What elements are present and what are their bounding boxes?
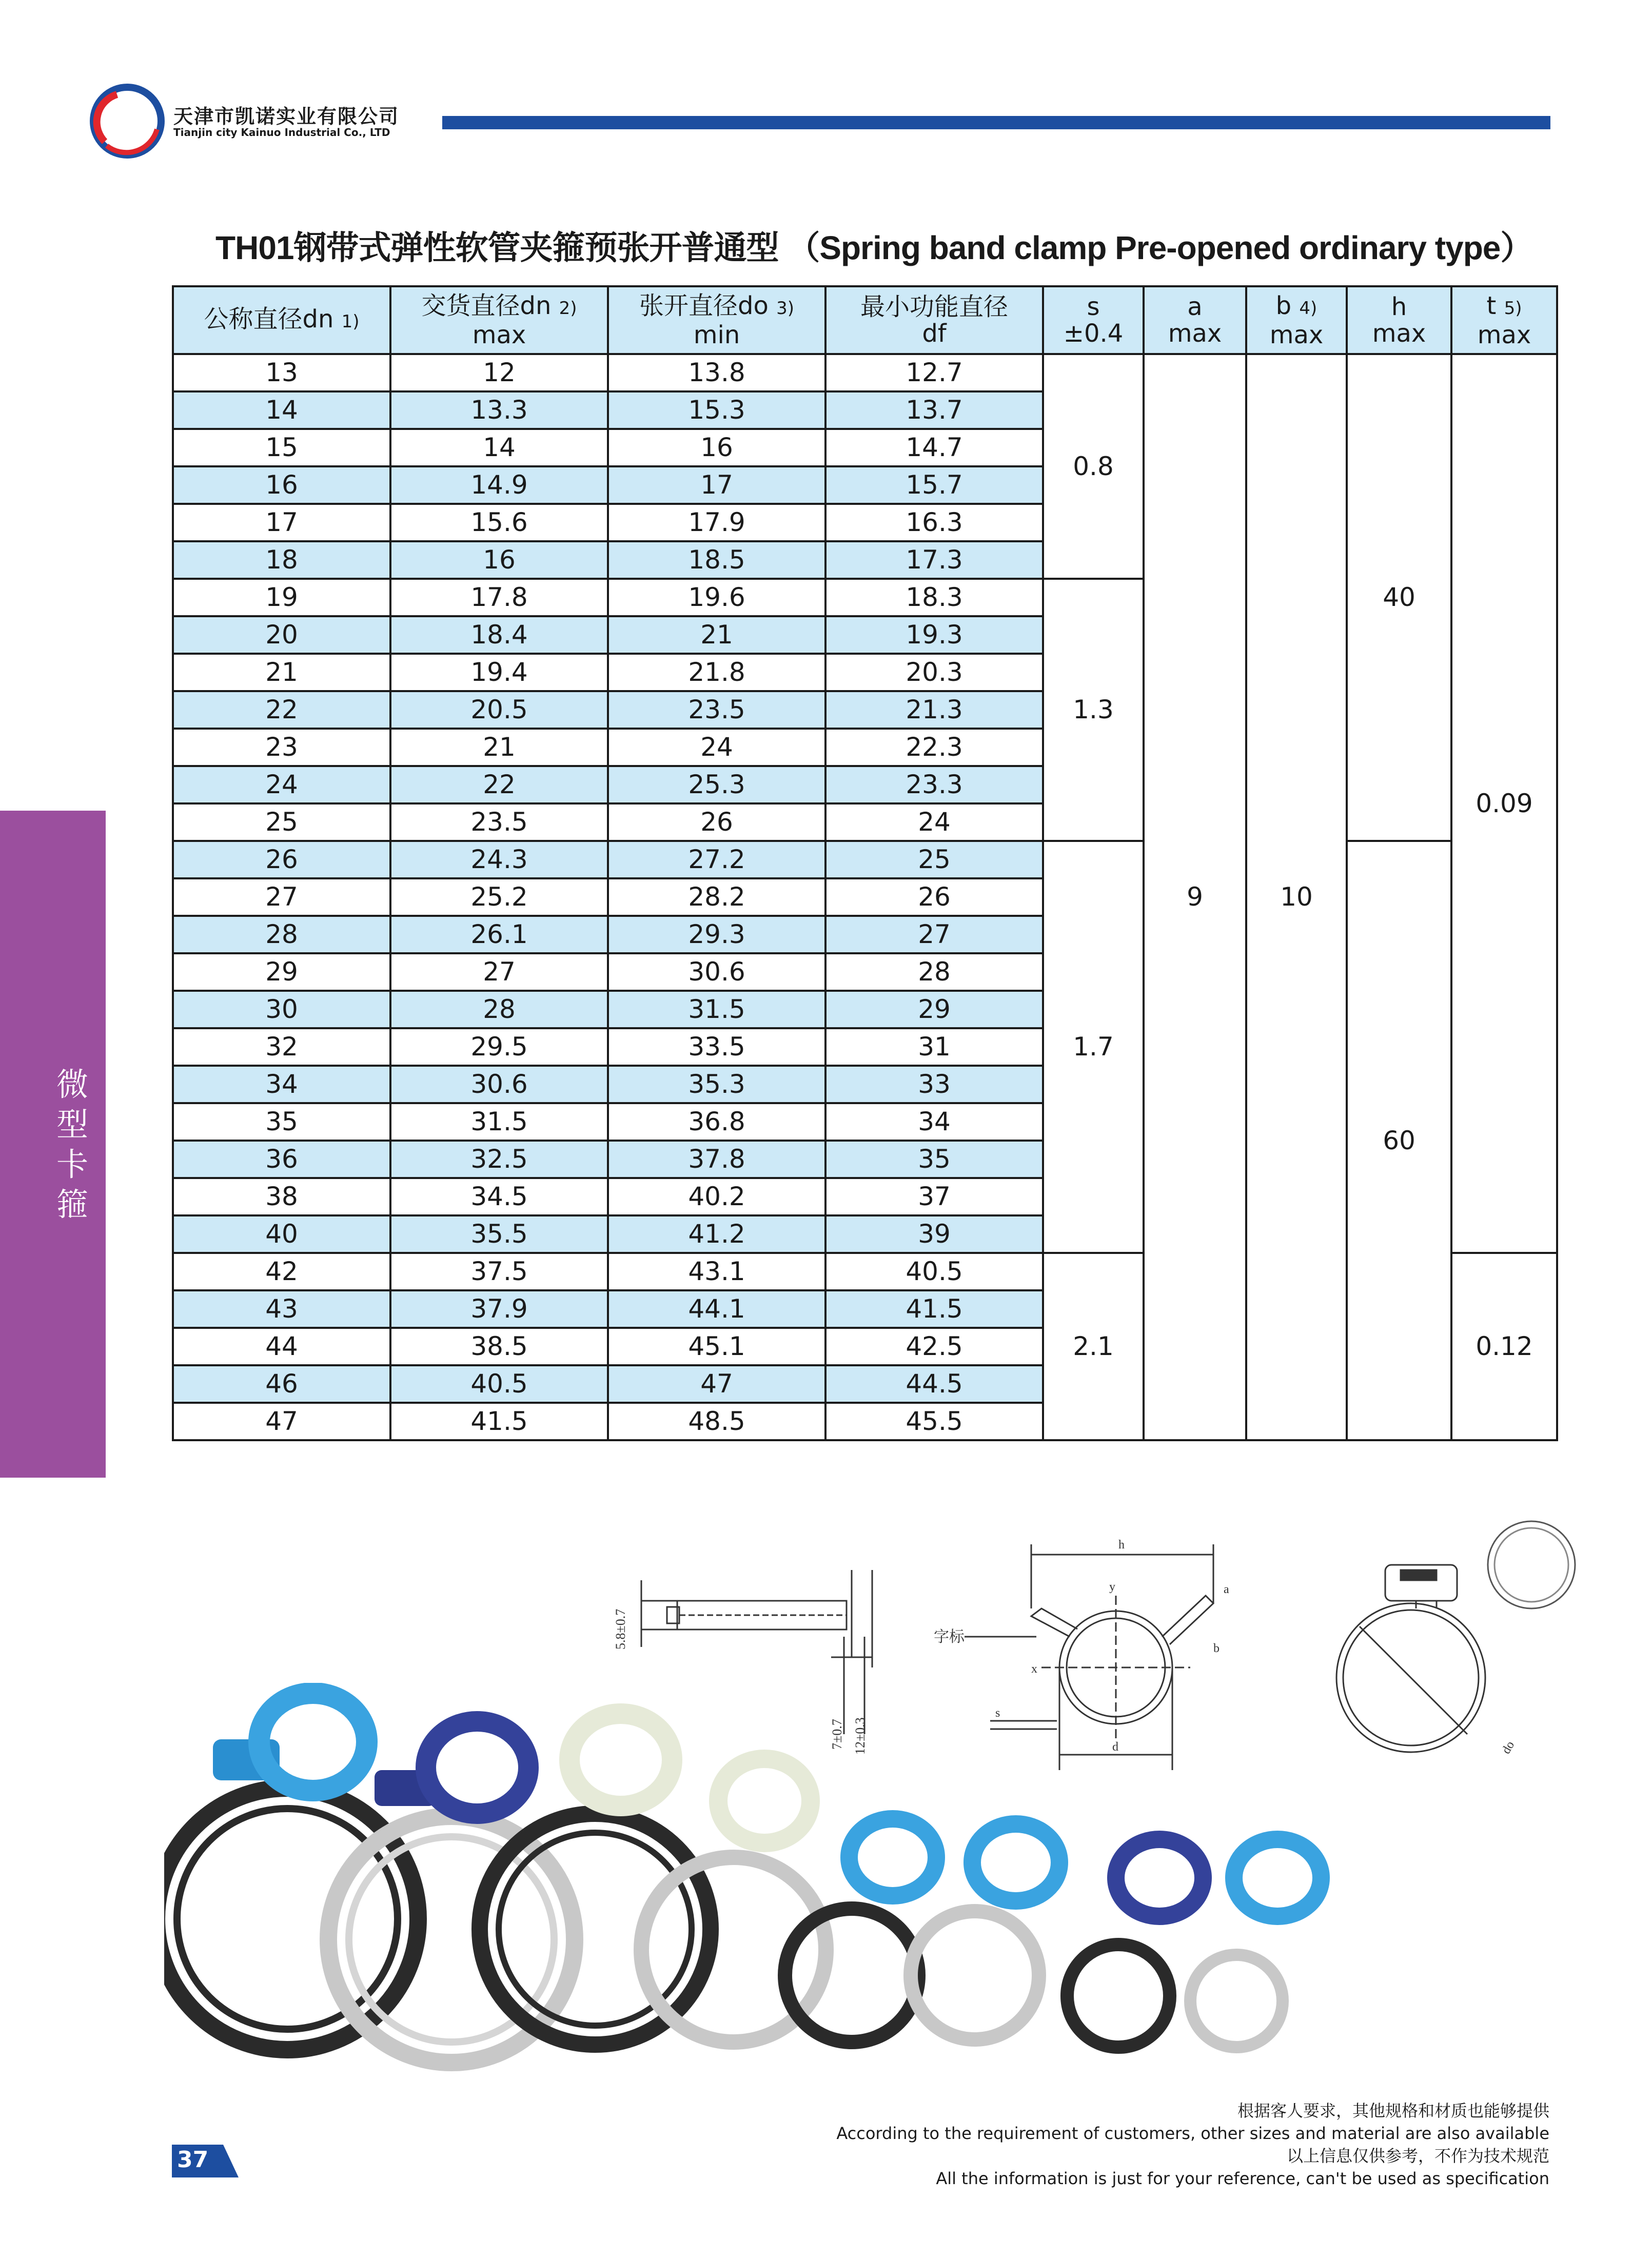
cell-open-dia: 28.2 [608, 878, 825, 916]
cell-min-dia: 35 [825, 1141, 1043, 1178]
cell-min-dia: 24 [825, 803, 1043, 841]
company-logo [86, 80, 168, 162]
dim-label-s: s [995, 1706, 1000, 1720]
cell-open-dia: 27.2 [608, 841, 825, 878]
cell-open-dia: 26 [608, 803, 825, 841]
header-divider-bar [442, 116, 1550, 129]
cell-dn: 38 [173, 1178, 390, 1215]
page-number: 37 [177, 2147, 209, 2173]
cell-min-dia: 23.3 [825, 766, 1043, 803]
cell-t-group-1: 0.09 [1451, 354, 1557, 1253]
cell-delivery-dia: 29.5 [390, 1028, 608, 1066]
cell-open-dia: 44.1 [608, 1290, 825, 1328]
cell-delivery-dia: 14 [390, 429, 608, 466]
cell-dn: 20 [173, 616, 390, 654]
dim-label-y: y [1109, 1580, 1115, 1594]
cell-dn: 21 [173, 654, 390, 691]
cell-dn: 26 [173, 841, 390, 878]
cell-min-dia: 22.3 [825, 729, 1043, 766]
cell-open-dia: 17.9 [608, 504, 825, 541]
cell-dn: 47 [173, 1403, 390, 1440]
cell-open-dia: 31.5 [608, 991, 825, 1028]
cell-delivery-dia: 26.1 [390, 916, 608, 953]
cell-min-dia: 40.5 [825, 1253, 1043, 1290]
cell-h-group-1: 40 [1347, 354, 1451, 841]
dim-label-do: do [1499, 1739, 1518, 1756]
cell-delivery-dia: 16 [390, 541, 608, 579]
col-header-t: t 5) max [1451, 286, 1557, 354]
cell-open-dia: 41.2 [608, 1215, 825, 1253]
page-title: TH01钢带式弹性软管夹箍预张开普通型 （Spring band clamp Pre-opened ordinary type） [215, 229, 1533, 266]
cell-h-group-2: 60 [1347, 841, 1451, 1440]
cell-delivery-dia: 38.5 [390, 1328, 608, 1365]
cell-dn: 22 [173, 691, 390, 729]
dim-label-b: b [1213, 1642, 1220, 1655]
footer-line-4: All the information is just for your reference, can't be used as specification [936, 2169, 1549, 2188]
cell-min-dia: 20.3 [825, 654, 1043, 691]
cell-open-dia: 24 [608, 729, 825, 766]
cell-delivery-dia: 18.4 [390, 616, 608, 654]
cell-open-dia: 17 [608, 466, 825, 504]
cell-delivery-dia: 37.5 [390, 1253, 608, 1290]
cell-delivery-dia: 24.3 [390, 841, 608, 878]
footer-line-3: 以上信息仅供参考，不作为技术规范 [1286, 2146, 1549, 2166]
cell-open-dia: 21.8 [608, 654, 825, 691]
dim-label-12: 12±0.3 [853, 1717, 868, 1755]
cell-dn: 13 [173, 354, 390, 391]
cell-delivery-dia: 40.5 [390, 1365, 608, 1403]
table-header-row [173, 286, 1557, 354]
clamp-mid-white [641, 1759, 826, 2042]
cell-dn: 18 [173, 541, 390, 579]
cell-t-group-2: 0.12 [1451, 1253, 1557, 1440]
cell-dn: 30 [173, 991, 390, 1028]
cell-min-dia: 25 [825, 841, 1043, 878]
cell-dn: 24 [173, 766, 390, 803]
cell-dn: 23 [173, 729, 390, 766]
col-header-delivery-dia: 交货直径dn 2) max [390, 286, 608, 354]
cell-open-dia: 35.3 [608, 1066, 825, 1103]
cell-min-dia: 12.7 [825, 354, 1043, 391]
company-name-en: Tianjin city Kainuo Industrial Co., LTD [173, 126, 390, 139]
dim-label-d: d [1112, 1740, 1118, 1754]
cell-open-dia: 18.5 [608, 541, 825, 579]
cell-min-dia: 41.5 [825, 1290, 1043, 1328]
col-header-min-dia: 最小功能直径 df [825, 286, 1043, 354]
cell-delivery-dia: 32.5 [390, 1141, 608, 1178]
dim-label-h: h [1118, 1538, 1125, 1552]
cell-open-dia: 36.8 [608, 1103, 825, 1141]
cell-min-dia: 37 [825, 1178, 1043, 1215]
cell-min-dia: 18.3 [825, 579, 1043, 616]
cell-min-dia: 39 [825, 1215, 1043, 1253]
col-header-h: h max [1347, 286, 1451, 354]
clamp-small-black-2 [1067, 1839, 1203, 2047]
table-row [173, 841, 1557, 878]
cell-min-dia: 29 [825, 991, 1043, 1028]
cell-delivery-dia: 12 [390, 354, 608, 391]
cell-delivery-dia: 15.6 [390, 504, 608, 541]
cell-open-dia: 30.6 [608, 953, 825, 991]
cell-dn: 19 [173, 579, 390, 616]
cell-min-dia: 15.7 [825, 466, 1043, 504]
cell-min-dia: 28 [825, 953, 1043, 991]
cell-min-dia: 33 [825, 1066, 1043, 1103]
cell-b: 10 [1246, 354, 1347, 1440]
cell-min-dia: 19.3 [825, 616, 1043, 654]
cell-dn: 17 [173, 504, 390, 541]
cell-min-dia: 16.3 [825, 504, 1043, 541]
cell-delivery-dia: 31.5 [390, 1103, 608, 1141]
cell-open-dia: 45.1 [608, 1328, 825, 1365]
cell-s-group-2: 1.3 [1043, 579, 1144, 841]
cell-dn: 44 [173, 1328, 390, 1365]
cell-delivery-dia: 14.9 [390, 466, 608, 504]
cell-dn: 46 [173, 1365, 390, 1403]
cell-s-group-3: 1.7 [1043, 841, 1144, 1253]
cell-min-dia: 45.5 [825, 1403, 1043, 1440]
cell-delivery-dia: 35.5 [390, 1215, 608, 1253]
cell-dn: 14 [173, 391, 390, 429]
mark-label: 字标 [934, 1628, 965, 1646]
col-header-open-dia: 张开直径do 3) min [608, 286, 825, 354]
cell-dn: 15 [173, 429, 390, 466]
cell-a: 9 [1144, 354, 1246, 1440]
company-name-cn: 天津市凯诺实业有限公司 [173, 105, 400, 128]
cell-min-dia: 42.5 [825, 1328, 1043, 1365]
cell-dn: 42 [173, 1253, 390, 1290]
cell-min-dia: 34 [825, 1103, 1043, 1141]
cell-open-dia: 19.6 [608, 579, 825, 616]
cell-min-dia: 27 [825, 916, 1043, 953]
cell-delivery-dia: 37.9 [390, 1290, 608, 1328]
cell-open-dia: 43.1 [608, 1253, 825, 1290]
cell-delivery-dia: 34.5 [390, 1178, 608, 1215]
cell-min-dia: 17.3 [825, 541, 1043, 579]
cell-s-group-4: 2.1 [1043, 1253, 1144, 1440]
cell-dn: 27 [173, 878, 390, 916]
clamp-large-black [164, 1693, 418, 2050]
cell-dn: 36 [173, 1141, 390, 1178]
cell-open-dia: 33.5 [608, 1028, 825, 1066]
side-category-label: 微型卡箍 [56, 1066, 88, 1223]
cell-delivery-dia: 19.4 [390, 654, 608, 691]
cell-delivery-dia: 23.5 [390, 803, 608, 841]
cell-open-dia: 23.5 [608, 691, 825, 729]
cell-min-dia: 31 [825, 1028, 1043, 1066]
table-row [173, 354, 1557, 391]
product-photo [164, 1683, 1395, 2073]
dim-label-5-8: 5.8±0.7 [613, 1608, 628, 1650]
cell-open-dia: 37.8 [608, 1141, 825, 1178]
cell-delivery-dia: 25.2 [390, 878, 608, 916]
cell-delivery-dia: 20.5 [390, 691, 608, 729]
cell-delivery-dia: 22 [390, 766, 608, 803]
cell-s-group-1: 0.8 [1043, 354, 1144, 579]
dim-label-7: 7±0.7 [830, 1719, 844, 1750]
cell-delivery-dia: 21 [390, 729, 608, 766]
cell-delivery-dia: 17.8 [390, 579, 608, 616]
cell-open-dia: 21 [608, 616, 825, 654]
spec-table [172, 285, 1558, 1441]
cell-min-dia: 14.7 [825, 429, 1043, 466]
col-header-b: b 4) max [1246, 286, 1347, 354]
dim-label-a: a [1224, 1583, 1229, 1596]
cell-min-dia: 13.7 [825, 391, 1043, 429]
cell-dn: 25 [173, 803, 390, 841]
footer-line-1: 根据客人要求，其他规格和材质也能够提供 [1237, 2101, 1549, 2121]
col-header-s: s ±0.4 [1043, 286, 1144, 354]
cell-dn: 35 [173, 1103, 390, 1141]
cell-delivery-dia: 28 [390, 991, 608, 1028]
cell-dn: 16 [173, 466, 390, 504]
cell-delivery-dia: 41.5 [390, 1403, 608, 1440]
footer-note [836, 2099, 1549, 2190]
dim-label-x: x [1031, 1662, 1037, 1676]
cell-dn: 28 [173, 916, 390, 953]
cell-open-dia: 25.3 [608, 766, 825, 803]
cell-open-dia: 15.3 [608, 391, 825, 429]
cell-delivery-dia: 13.3 [390, 391, 608, 429]
cell-dn: 32 [173, 1028, 390, 1066]
footer-line-2: According to the requirement of customers, other sizes and material are also available [836, 2124, 1549, 2143]
cell-delivery-dia: 30.6 [390, 1066, 608, 1103]
col-header-a: a max [1144, 286, 1246, 354]
cell-delivery-dia: 27 [390, 953, 608, 991]
cell-open-dia: 40.2 [608, 1178, 825, 1215]
cell-min-dia: 21.3 [825, 691, 1043, 729]
cell-open-dia: 29.3 [608, 916, 825, 953]
cell-dn: 40 [173, 1215, 390, 1253]
cell-dn: 34 [173, 1066, 390, 1103]
cell-dn: 43 [173, 1290, 390, 1328]
cell-min-dia: 44.5 [825, 1365, 1043, 1403]
cell-open-dia: 13.8 [608, 354, 825, 391]
cell-dn: 29 [173, 953, 390, 991]
cell-open-dia: 47 [608, 1365, 825, 1403]
cell-open-dia: 16 [608, 429, 825, 466]
cell-min-dia: 26 [825, 878, 1043, 916]
cell-open-dia: 48.5 [608, 1403, 825, 1440]
col-header-dn: 公称直径dn 1) [173, 286, 390, 354]
